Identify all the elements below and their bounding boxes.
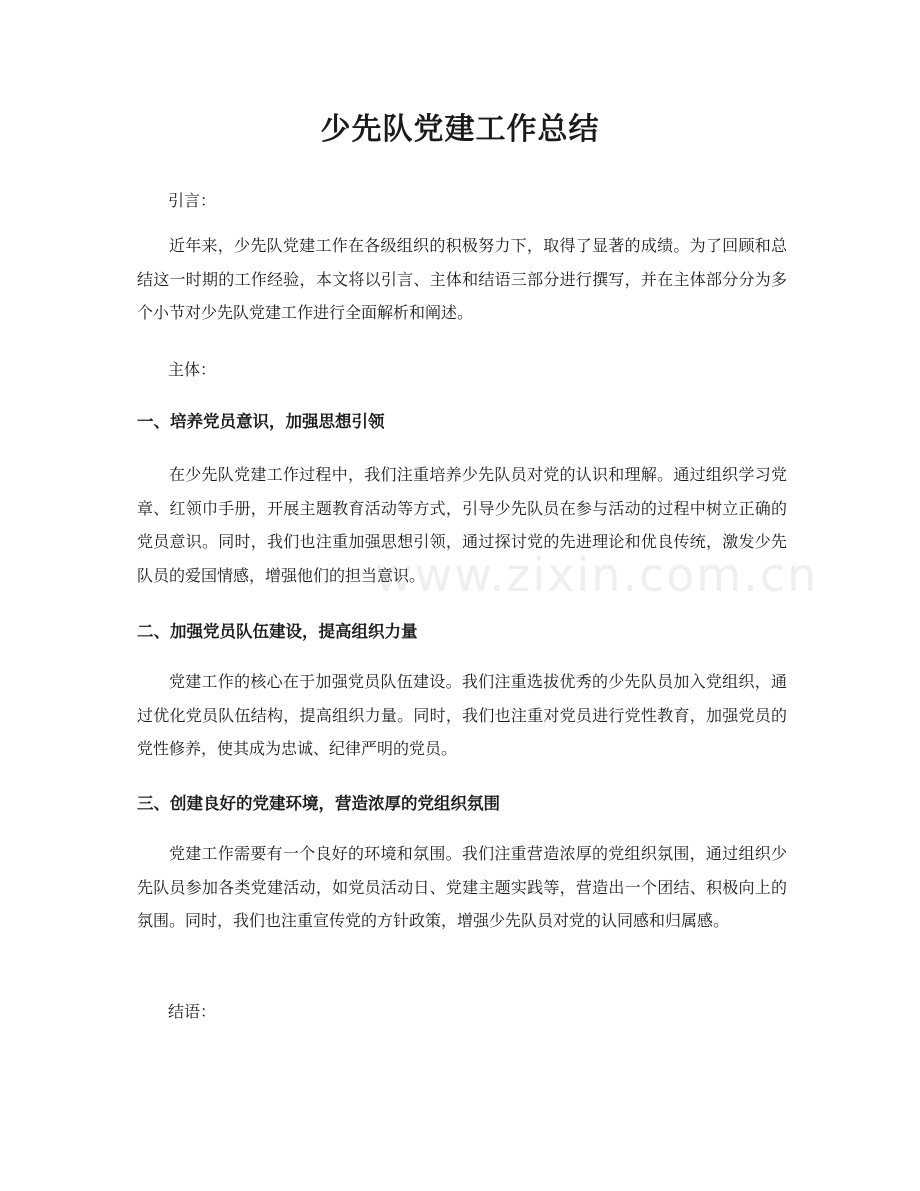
section-heading-3: 三、创建良好的党建环境，营造浓厚的党组织氛围 bbox=[137, 794, 500, 813]
section-heading-1: 一、培养党员意识，加强思想引领 bbox=[137, 412, 385, 431]
conclusion-label: 结语： bbox=[168, 1002, 217, 1021]
page-title: 少先队党建工作总结 bbox=[320, 112, 600, 147]
body-label: 主体： bbox=[168, 360, 217, 379]
section-heading-2: 二、加强党员队伍建设，提高组织力量 bbox=[137, 622, 418, 641]
watermark: www.zixin.com.cn bbox=[375, 548, 819, 602]
section-paragraph-3: 党建工作需要有一个良好的环境和氛围。我们注重营造浓厚的党组织氛围，通过组织少先队员参加各类党建活动，如党员活动日、党建主题实践等，营造出一个团结、积极向上的氛围。同时，我们也注重宣传党的方针政策，增强少先队员对党的认同感和归属感。 bbox=[137, 844, 787, 930]
intro-paragraph: 近年来，少先队党建工作在各级组织的积极努力下，取得了显著的成绩。为了回顾和总结这一时期的工作经验，本文将以引言、主体和结语三部分进行撰写，并在主体部分分为多个小节对少先队党建工作进行全面解析和阐述。 bbox=[137, 236, 787, 322]
intro-label: 引言： bbox=[168, 191, 217, 210]
section-paragraph-1: 在少先队党建工作过程中，我们注重培养少先队员对党的认识和理解。通过组织学习党章、红领巾手册，开展主题教育活动等方式，引导少先队员在参与活动的过程中树立正确的党员意识。同时，我们也注重加强思想引领，通过探讨党的先进理论和优良传统，激发少先队员的爱国情感，增强他们的担当意识。 bbox=[137, 465, 787, 585]
section-paragraph-2: 党建工作的核心在于加强党员队伍建设。我们注重选拔优秀的少先队员加入党组织，通过优化党员队伍结构，提高组织力量。同时，我们也注重对党员进行党性教育，加强党员的党性修养，使其成为忠诚、纪律严明的党员。 bbox=[137, 672, 787, 758]
